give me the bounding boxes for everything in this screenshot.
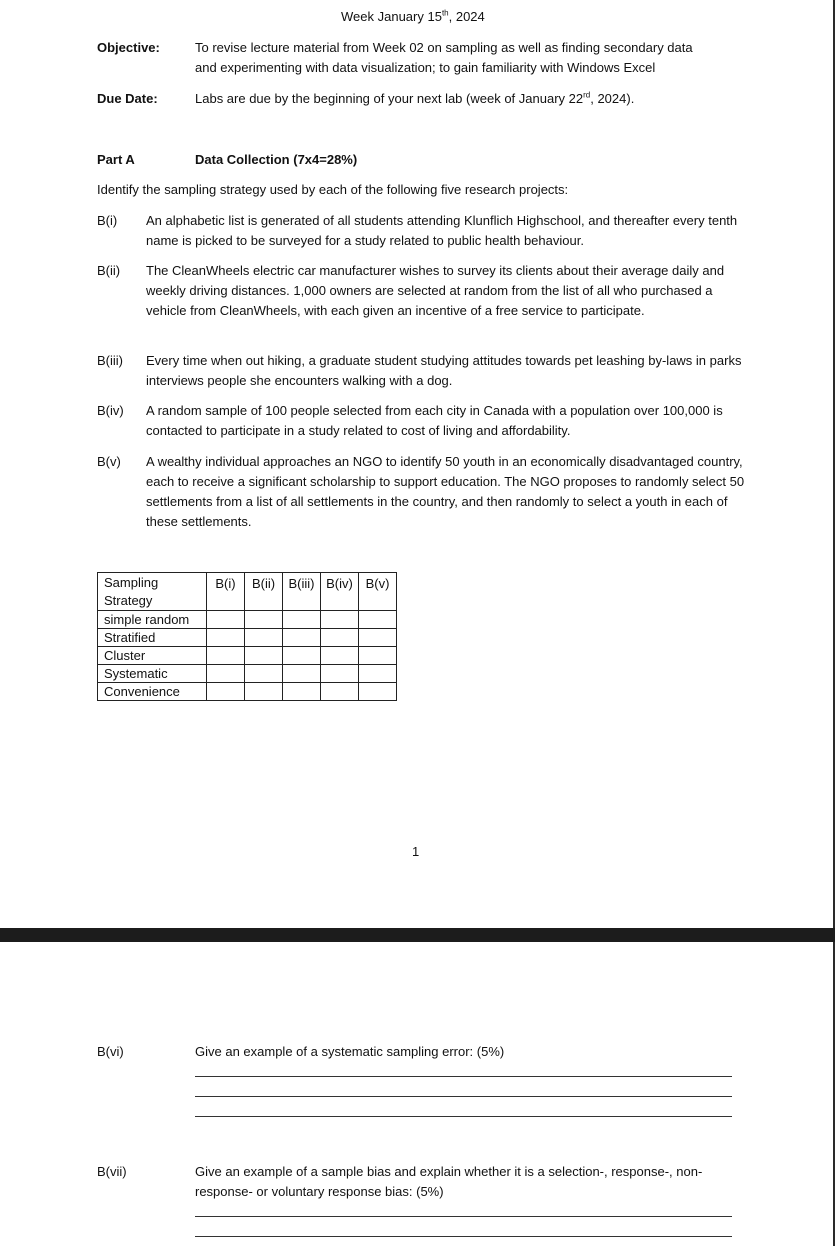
table-row-label: Cluster <box>98 647 207 665</box>
answer-line[interactable] <box>195 1096 732 1097</box>
question-label-b-vi: B(vi) <box>97 1044 124 1059</box>
answer-line[interactable] <box>195 1116 732 1117</box>
answer-cell[interactable] <box>359 647 397 665</box>
answer-cell[interactable] <box>207 629 245 647</box>
answer-cell[interactable] <box>283 647 321 665</box>
answer-cell[interactable] <box>321 683 359 701</box>
answer-cell[interactable] <box>359 629 397 647</box>
table-row <box>98 647 397 665</box>
objective-line-1: To revise lecture material from Week 02 on sampling as well as finding secondary data <box>195 40 693 55</box>
item-label-b-i: B(i) <box>97 213 118 228</box>
table-header-cell: B(i) <box>207 573 245 611</box>
document-page-2 <box>0 942 835 1246</box>
answer-line[interactable] <box>195 1076 732 1077</box>
answer-cell[interactable] <box>321 665 359 683</box>
answer-line[interactable] <box>195 1216 732 1217</box>
table-header-cell: B(iii) <box>283 573 321 611</box>
intro-text: Identify the sampling strategy used by each of the following five research projects: <box>97 182 569 197</box>
table-row <box>98 629 397 647</box>
answer-cell[interactable] <box>207 647 245 665</box>
due-date-label: Due Date: <box>97 91 158 106</box>
table-header-cell: B(v) <box>359 573 397 611</box>
table-header-cell: B(ii) <box>245 573 283 611</box>
item-label-b-iii: B(iii) <box>97 353 123 368</box>
answer-cell[interactable] <box>321 611 359 629</box>
page-header: Week January 15th, 2024 <box>341 8 485 24</box>
item-label-b-v: B(v) <box>97 454 121 469</box>
item-text-b-iv: A random sample of 100 people selected from each city in Canada with a population over 100,000 is contacted to participate in a study related to cost of living and affordability. <box>146 403 723 438</box>
answer-cell[interactable] <box>207 665 245 683</box>
answer-cell[interactable] <box>245 665 283 683</box>
part-title: Data Collection (7x4=28%) <box>195 152 358 167</box>
answer-cell[interactable] <box>321 647 359 665</box>
question-text-b-vi: Give an example of a systematic sampling error: (5%) <box>195 1044 505 1059</box>
answer-cell[interactable] <box>245 683 283 701</box>
answer-cell[interactable] <box>207 611 245 629</box>
sampling-strategy-table <box>97 572 397 701</box>
answer-cell[interactable] <box>359 683 397 701</box>
answer-cell[interactable] <box>245 611 283 629</box>
answer-cell[interactable] <box>245 629 283 647</box>
question-text-b-vii-line-2: response- or voluntary response bias: (5%) <box>195 1184 444 1199</box>
answer-cell[interactable] <box>283 683 321 701</box>
table-row <box>98 683 397 701</box>
answer-cell[interactable] <box>359 665 397 683</box>
table-row <box>98 665 397 683</box>
item-text-b-i: An alphabetic list is generated of all students attending Klunflich Highschool, and thereafter every tenth name is picked to be surveyed for a study related to public health behaviour. <box>146 213 738 248</box>
table-row-label: Systematic <box>98 665 207 683</box>
answer-cell[interactable] <box>283 629 321 647</box>
item-text-b-iii: Every time when out hiking, a graduate student studying attitudes towards pet leashing by-laws in parks interviews people she encounters walking with a dog. <box>146 353 742 388</box>
item-text-b-ii: The CleanWheels electric car manufacturer wishes to survey its clients about their average daily and weekly driving distances. 1,000 owners are selected at random from the list of all who purchased a vehicle from CleanWheels, with each given an incentive of a free service to participate. <box>146 263 725 318</box>
objective-line-2: and experimenting with data visualization; to gain familiarity with Windows Excel <box>195 60 656 75</box>
item-label-b-ii: B(ii) <box>97 263 121 278</box>
part-label: Part A <box>97 152 135 167</box>
table-row-label: Stratified <box>98 629 207 647</box>
item-label-b-iv: B(iv) <box>97 403 124 418</box>
answer-cell[interactable] <box>283 611 321 629</box>
answer-line[interactable] <box>195 1236 732 1237</box>
table-header-cell: Sampling Strategy <box>98 573 207 611</box>
table-row-label: simple random <box>98 611 207 629</box>
answer-cell[interactable] <box>359 611 397 629</box>
table-header-row <box>98 573 397 611</box>
table-row-label: Convenience <box>98 683 207 701</box>
question-text-b-vii-line-1: Give an example of a sample bias and explain whether it is a selection-, response-, non- <box>195 1164 703 1179</box>
answer-cell[interactable] <box>207 683 245 701</box>
answer-cell[interactable] <box>283 665 321 683</box>
answer-cell[interactable] <box>321 629 359 647</box>
page-separator <box>0 928 835 942</box>
due-date-text: Labs are due by the beginning of your next lab (week of January 22rd, 2024). <box>195 90 635 106</box>
objective-label: Objective: <box>97 40 160 55</box>
page-number: 1 <box>412 844 420 859</box>
table-row <box>98 611 397 629</box>
question-label-b-vii: B(vii) <box>97 1164 127 1179</box>
item-text-b-v: A wealthy individual approaches an NGO to identify 50 youth in an economically disadvantaged country, each to receive a significant scholarship to support education. The NGO proposes to randomly select 50 settlements from a list of all settlements in the country, and then randomly to select a youth in each of these settlements. <box>146 454 745 529</box>
table-header-cell: B(iv) <box>321 573 359 611</box>
answer-cell[interactable] <box>245 647 283 665</box>
